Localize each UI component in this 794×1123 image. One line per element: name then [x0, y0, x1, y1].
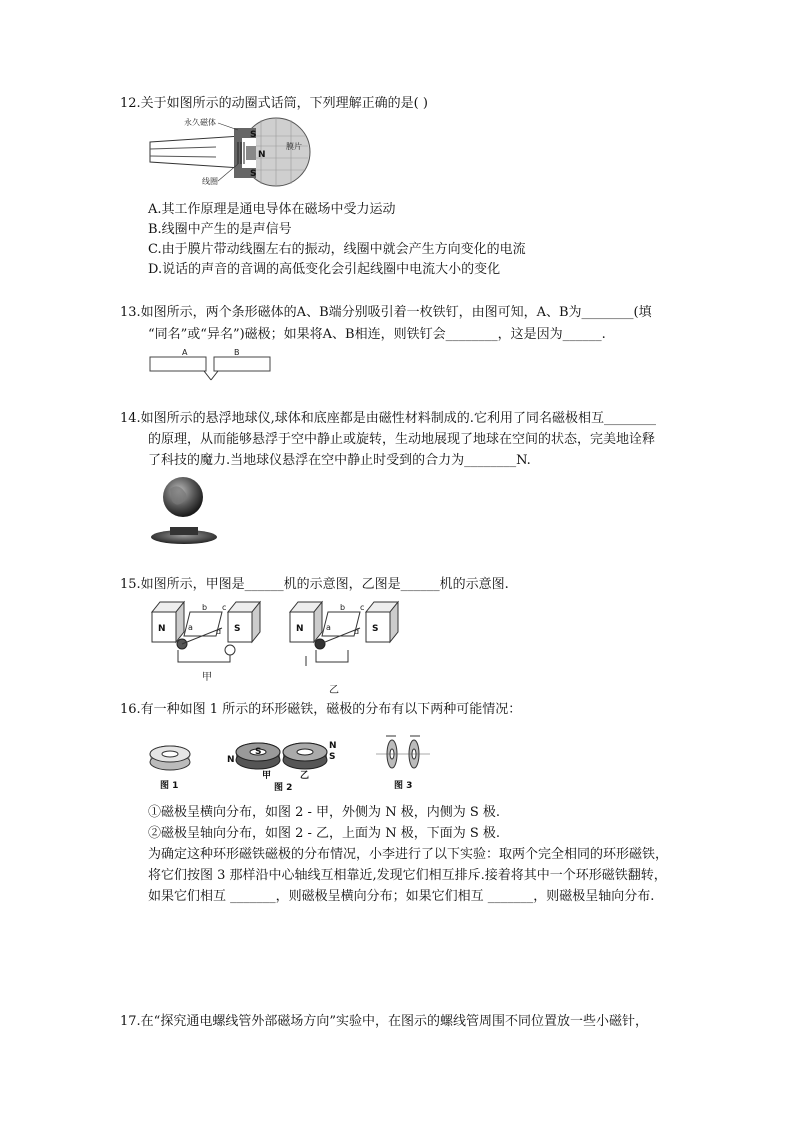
- q15-yi-label-b: b: [340, 603, 346, 612]
- q16-jia-label-s: S: [255, 747, 262, 757]
- q15-jia-label-b: b: [202, 603, 208, 612]
- q15-jia-label-c: c: [222, 603, 227, 612]
- q12-label-s-bottom: S: [250, 169, 257, 179]
- q12-label-s-top: S: [250, 130, 257, 140]
- q12-option-d: D.说话的声音的音调的高低变化会引起线圈中电流大小的变化: [148, 262, 501, 277]
- q15-yi-label-n: N: [296, 624, 304, 634]
- q16-caption-fig1: 图 1: [160, 781, 179, 791]
- q15-jia-label-a: a: [188, 623, 193, 632]
- q16-line3: 为确定这种环形磁铁磁极的分布情况，小李进行了以下实验：取两个完全相同的环形磁铁，: [148, 847, 669, 862]
- q15-figure-yi: [288, 598, 400, 668]
- q16-caption-fig3: 图 3: [394, 781, 413, 791]
- q15-caption-jia: 甲: [202, 672, 212, 683]
- q16-line1: ①磁极呈横向分布，如图 2 - 甲，外侧为 N 极，内侧为 S 极.: [148, 805, 501, 820]
- q15-stem: 15.如图所示，甲图是______机的示意图，乙图是______机的示意图.: [120, 577, 509, 592]
- q13-label-a: A: [182, 348, 188, 357]
- q13-magnets-figure: [148, 347, 274, 383]
- q13-line2: “同名”或“异名”)磁极；如果将A、B相连，则铁钉会________，这是因为______.: [148, 327, 606, 342]
- q16-jia-label-n: N: [227, 755, 235, 765]
- q13-line1: 13.如图所示，两个条形磁体的A、B端分别吸引着一枚铁钉，由图可知，A、B为________(填: [120, 305, 652, 320]
- q15-yi-label-d: d: [354, 627, 360, 636]
- q12-option-c: C.由于膜片带动线圈左右的振动，线圈中就会产生方向变化的电流: [148, 242, 526, 257]
- q16-caption-jia: 甲: [262, 771, 272, 781]
- q15-figure-jia: [150, 598, 262, 668]
- q12-label-n: N: [258, 150, 266, 160]
- q12-label-coil: 线圈: [202, 177, 218, 186]
- q15-jia-label-d: d: [216, 627, 222, 636]
- q15-caption-yi: 乙: [329, 685, 339, 696]
- q12-label-diaphragm: 膜片: [286, 142, 302, 151]
- q15-jia-label-s: S: [234, 624, 241, 634]
- q17-stem: 17.在“探究通电螺线管外部磁场方向”实验中，在图示的螺线管周围不同位置放一些小磁针，: [120, 1014, 648, 1029]
- q14-line1: 14.如图所示的悬浮地球仪,球体和底座都是由磁性材料制成的.它利用了同名磁极相互________: [120, 411, 656, 426]
- q16-yi-label-n: N: [329, 741, 337, 751]
- q14-line3: 了科技的魔力.当地球仪悬浮在空中静止时受到的合力为________N.: [148, 453, 531, 468]
- q12-option-b: B.线圈中产生的是声信号: [148, 222, 292, 237]
- q13-label-b: B: [234, 348, 240, 357]
- q16-stem: 16.有一种如图 1 所示的环形磁铁，磁极的分布有以下两种可能情况：: [120, 702, 522, 717]
- q15-yi-label-a: a: [326, 623, 331, 632]
- q16-line4: 将它们按图 3 那样沿中心轴线互相靠近,发现它们相互排斥.接着将其中一个环形磁铁翻转，: [148, 868, 667, 883]
- q15-yi-label-s: S: [372, 624, 379, 634]
- q12-label-magnet: 永久磁体: [184, 118, 216, 127]
- q12-microphone-figure: [146, 116, 326, 192]
- q14-line2: 的原理，从而能够悬浮于空中静止或旋转，生动地展现了地球在空间的状态，完美地诠释: [148, 432, 656, 447]
- q16-line2: ②磁极呈轴向分布，如图 2 - 乙，上面为 N 极，下面为 S 极.: [148, 826, 501, 841]
- q14-globe-image: [148, 473, 222, 547]
- q16-caption-yi: 乙: [300, 771, 310, 781]
- q16-line5: 如果它们相互 _______，则磁极呈横向分布；如果它们相互 _______，则磁极呈轴向分布.: [148, 889, 655, 904]
- q16-yi-label-s: S: [329, 752, 336, 762]
- q16-figures: [148, 730, 433, 796]
- q15-jia-label-n: N: [158, 624, 166, 634]
- q12-option-a: A.其工作原理是通电导体在磁场中受力运动: [148, 202, 396, 217]
- q16-caption-fig2: 图 2: [274, 783, 293, 793]
- q15-yi-label-c: c: [360, 603, 365, 612]
- q12-stem: 12.关于如图所示的动圈式话筒，下列理解正确的是( ): [120, 96, 428, 111]
